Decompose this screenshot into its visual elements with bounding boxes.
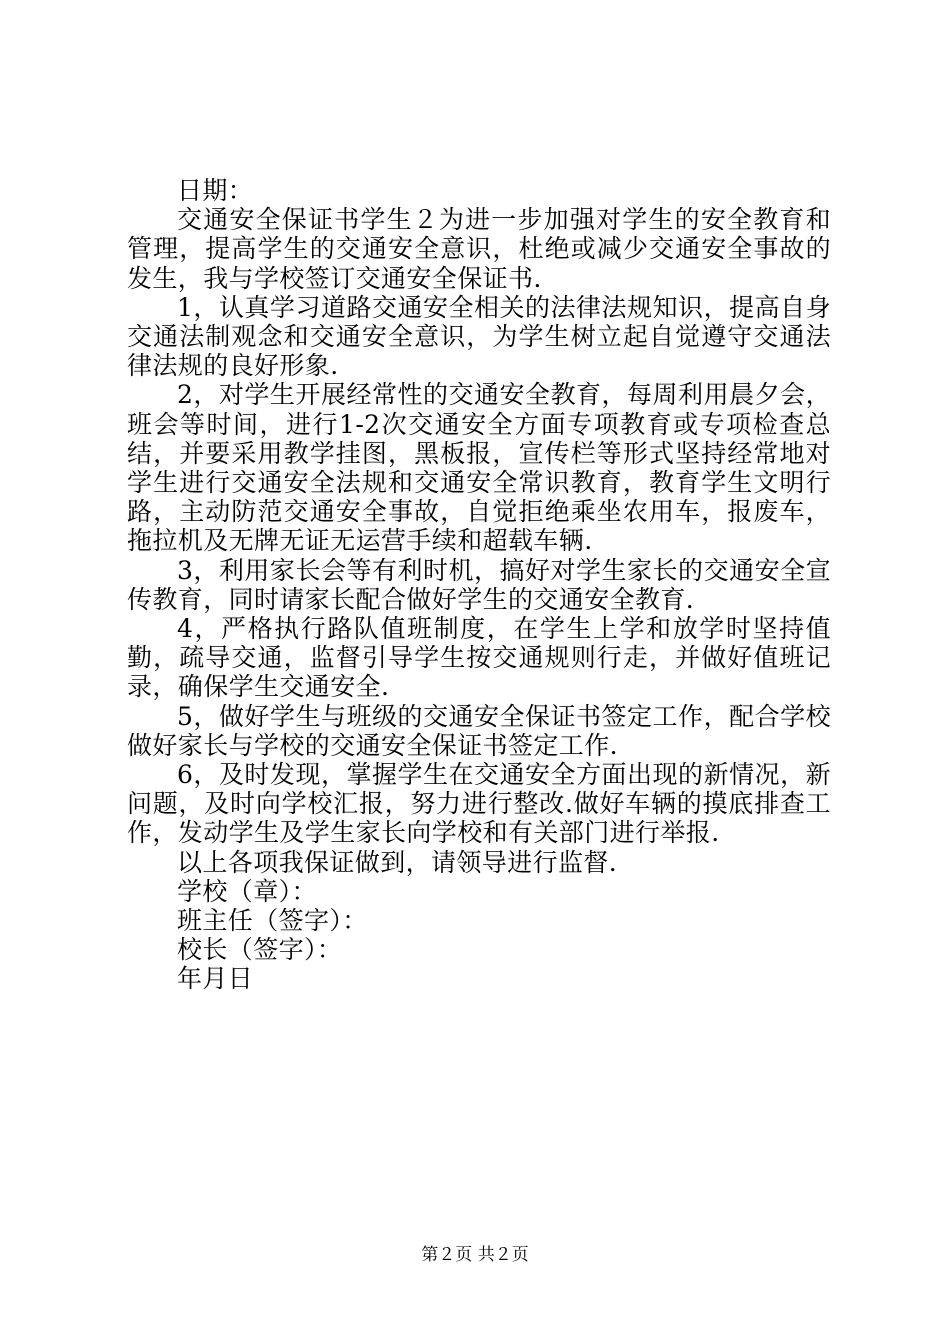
- clause-4: 4，严格执行路队值班制度，在学生上学和放学时坚持值勤，疏导交通，监督引导学生按交通规则行走，并做好值班记录，确保学生交通安全.: [127, 614, 831, 702]
- clause-2: 2，对学生开展经常性的交通安全教育，每周利用晨夕会，班会等时间，进行1-2次交通安全方面专项教育或专项检查总结，并要采用教学挂图，黑板报，宣传栏等形式坚持经常地对学生进行交通安全法规和交通安全常识教育，教育学生文明行路，主动防范交通安全事故，自觉拒绝乘坐农用车，报废车，拖拉机及无牌无证无运营手续和超载车辆.: [127, 380, 831, 556]
- principal-signature-line: 校长（签字）：: [177, 935, 343, 965]
- signature-date-line: 年月日: [177, 964, 254, 994]
- closing-statement: 以上各项我保证做到，请领导进行监督.: [177, 847, 618, 877]
- head-teacher-signature-line: 班主任（签字）：: [177, 906, 368, 936]
- intro-paragraph: 交通安全保证书学生２为进一步加强对学生的安全教育和管理，提高学生的交通安全意识，杜绝或减少交通安全事故的发生，我与学校签订交通安全保证书.: [127, 205, 831, 293]
- date-label: 日期：: [177, 176, 254, 205]
- school-seal-line: 学校（章）：: [177, 876, 317, 906]
- document-body: [127, 176, 831, 994]
- clause-3: 3，利用家长会等有利时机，搞好对学生家长的交通安全宣传教育，同时请家长配合做好学生的交通安全教育.: [127, 555, 831, 614]
- clause-1: 1，认真学习道路交通安全相关的法律法规知识，提高自身交通法制观念和交通安全意识，为学生树立起自觉遵守交通法律法规的良好形象.: [127, 292, 831, 381]
- clause-5: 5，做好学生与班级的交通安全保证书签定工作，配合学校做好家长与学校的交通安全保证书签定工作.: [127, 701, 831, 760]
- clause-6: 6，及时发现，掌握学生在交通安全方面出现的新情况，新问题，及时向学校汇报，努力进行整改.做好车辆的摸底排查工作，发动学生及学生家长向学校和有关部门进行举报.: [127, 760, 831, 848]
- page-footer: 第２页 共２页: [421, 1245, 529, 1265]
